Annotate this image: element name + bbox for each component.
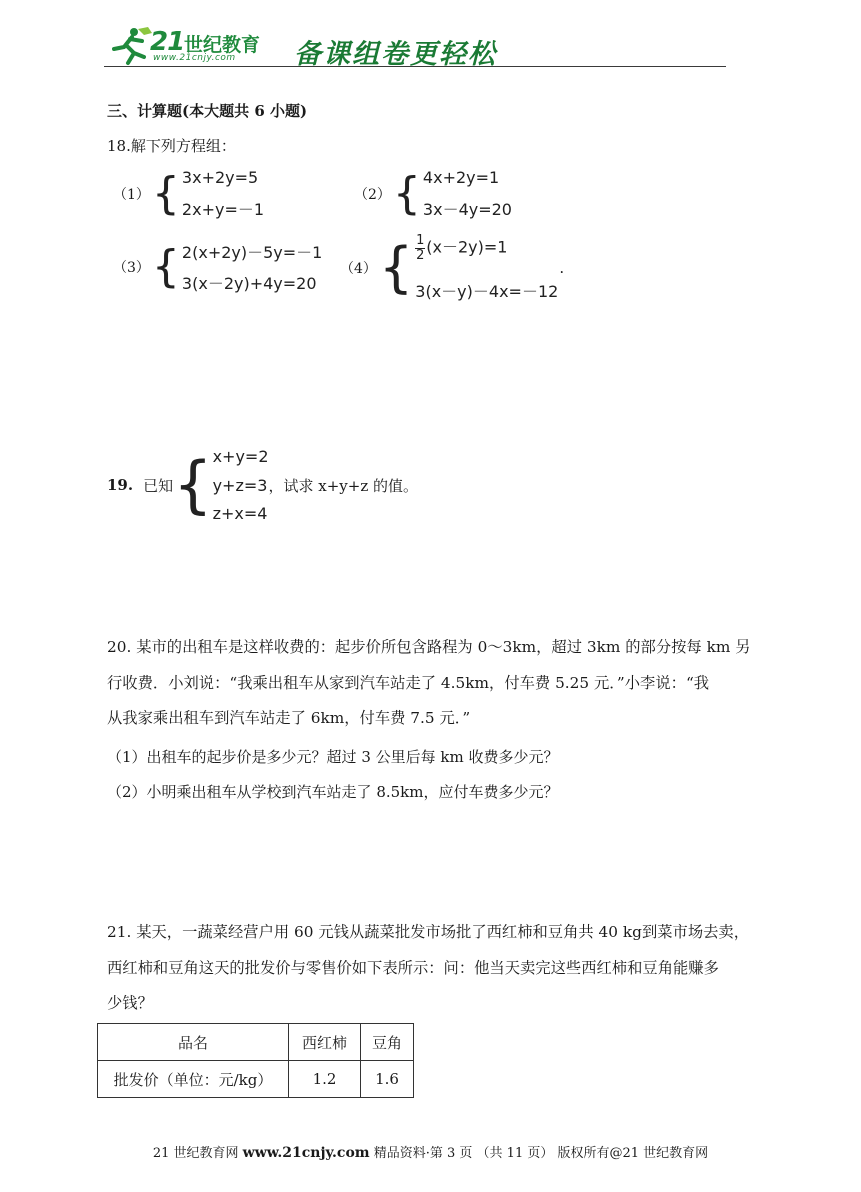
table-cell: 1.2 bbox=[289, 1061, 361, 1098]
equation: 3x+2y=5 bbox=[181, 168, 259, 187]
section-title: 三、计算题(本大题共 6 小题) bbox=[107, 102, 308, 120]
table-header-cell: 西红柿 bbox=[289, 1024, 361, 1061]
system-label: （4） bbox=[340, 261, 377, 277]
fraction bbox=[415, 234, 425, 262]
table-header-row bbox=[98, 1024, 414, 1061]
footer-site-link[interactable]: www.21cnjy.com bbox=[242, 1145, 370, 1161]
equation: 2x+y=－1 bbox=[181, 200, 265, 219]
q20-line-3 bbox=[107, 711, 470, 726]
q20-sub-2: （2）小明乘出租车从学校到汽车站走了 8.5km，应付车费多少元？ bbox=[107, 783, 559, 801]
q18-system-4 bbox=[340, 234, 564, 302]
left-brace-icon: { bbox=[378, 236, 414, 299]
q20-text: 20. 某市的出租车是这样收费的：起步价所包含路程为 0～3km，超过 3km 的部分按每 km 另 bbox=[107, 638, 751, 656]
page-footer bbox=[0, 1142, 861, 1161]
equation: z+x=4 bbox=[212, 504, 268, 523]
table-row bbox=[98, 1061, 414, 1098]
left-brace-icon: { bbox=[151, 241, 180, 292]
logo-url: www.21cnjy.com bbox=[153, 53, 236, 63]
q20-text: 从我家乘出租车到汽车站走了 6km，付车费 7.5 元．” bbox=[107, 709, 471, 727]
system-label: （3） bbox=[113, 260, 150, 276]
price-table bbox=[97, 1023, 414, 1098]
equation: x+y=2 bbox=[212, 447, 269, 466]
equation-rest: (x－2y)=1 bbox=[426, 237, 508, 257]
equation: y+z=3 bbox=[212, 475, 268, 495]
logo-name: 世纪教育 bbox=[184, 34, 261, 56]
equation: 3x－4y=20 bbox=[422, 200, 512, 219]
logo-number: 21 bbox=[150, 27, 185, 57]
q18-system-3 bbox=[113, 240, 322, 294]
q19-suffix: ，试求 x+y+z 的值。 bbox=[268, 476, 419, 495]
footer-left: 21 世纪教育网 bbox=[152, 1146, 239, 1161]
left-brace-icon: { bbox=[392, 168, 421, 219]
table-cell: 批发价（单位：元/kg） bbox=[98, 1061, 289, 1098]
q19-prefix: 已知 bbox=[143, 476, 174, 495]
q18-system-1 bbox=[113, 168, 264, 220]
logo-runner-icon bbox=[108, 25, 156, 67]
equation: 3(x－y)－4x=－12 bbox=[415, 282, 559, 301]
q20-sub-1: （1）出租车的起步价是多少元？超过 3 公里后每 km 收费多少元？ bbox=[107, 748, 559, 766]
q18-stem: 18.解下列方程组： bbox=[107, 137, 236, 155]
table-header-cell: 品名 bbox=[98, 1024, 289, 1061]
system-label: （1） bbox=[113, 187, 150, 203]
q19 bbox=[107, 447, 418, 523]
q18-system-2 bbox=[354, 168, 512, 220]
equation: 2(x+2y)－5y=－1 bbox=[181, 243, 323, 262]
left-brace-icon: { bbox=[173, 448, 213, 521]
system-label: （2） bbox=[354, 187, 391, 203]
q20-line-2 bbox=[107, 676, 709, 691]
equation: 3(x－2y)+4y=20 bbox=[181, 274, 317, 293]
header-divider bbox=[104, 66, 726, 67]
equation: 4x+2y=1 bbox=[422, 168, 500, 187]
q20-line-1 bbox=[107, 640, 751, 655]
fraction-denominator: 2 bbox=[416, 247, 425, 263]
period: . bbox=[559, 259, 565, 277]
q21-line-2: 西红柿和豆角这天的批发价与零售价如下表所示：问：他当天卖完这些西红柿和豆角能赚多 bbox=[107, 959, 719, 977]
left-brace-icon: { bbox=[151, 168, 180, 219]
table-header-cell: 豆角 bbox=[361, 1024, 414, 1061]
footer-right: 精品资料·第 3 页 （共 11 页） 版权所有@21 世纪教育网 bbox=[373, 1146, 709, 1161]
equation bbox=[415, 234, 558, 262]
q20-text: 行收费．小刘说：“我乘出租车从家到汽车站走了 4.5km，付车费 5.25 元．”小李说：“我 bbox=[107, 674, 710, 692]
q21-line-3: 少钱？ bbox=[107, 994, 153, 1012]
fraction-numerator: 1 bbox=[416, 233, 425, 248]
q19-number: 19. bbox=[107, 476, 134, 494]
header-slogan: 备课组卷更轻松 bbox=[294, 39, 497, 70]
table-cell: 1.6 bbox=[361, 1061, 414, 1098]
q21-line-1: 21. 某天，一蔬菜经营户用 60 元钱从蔬菜批发市场批了西红柿和豆角共 40 kg到菜市场去卖， bbox=[107, 923, 750, 941]
